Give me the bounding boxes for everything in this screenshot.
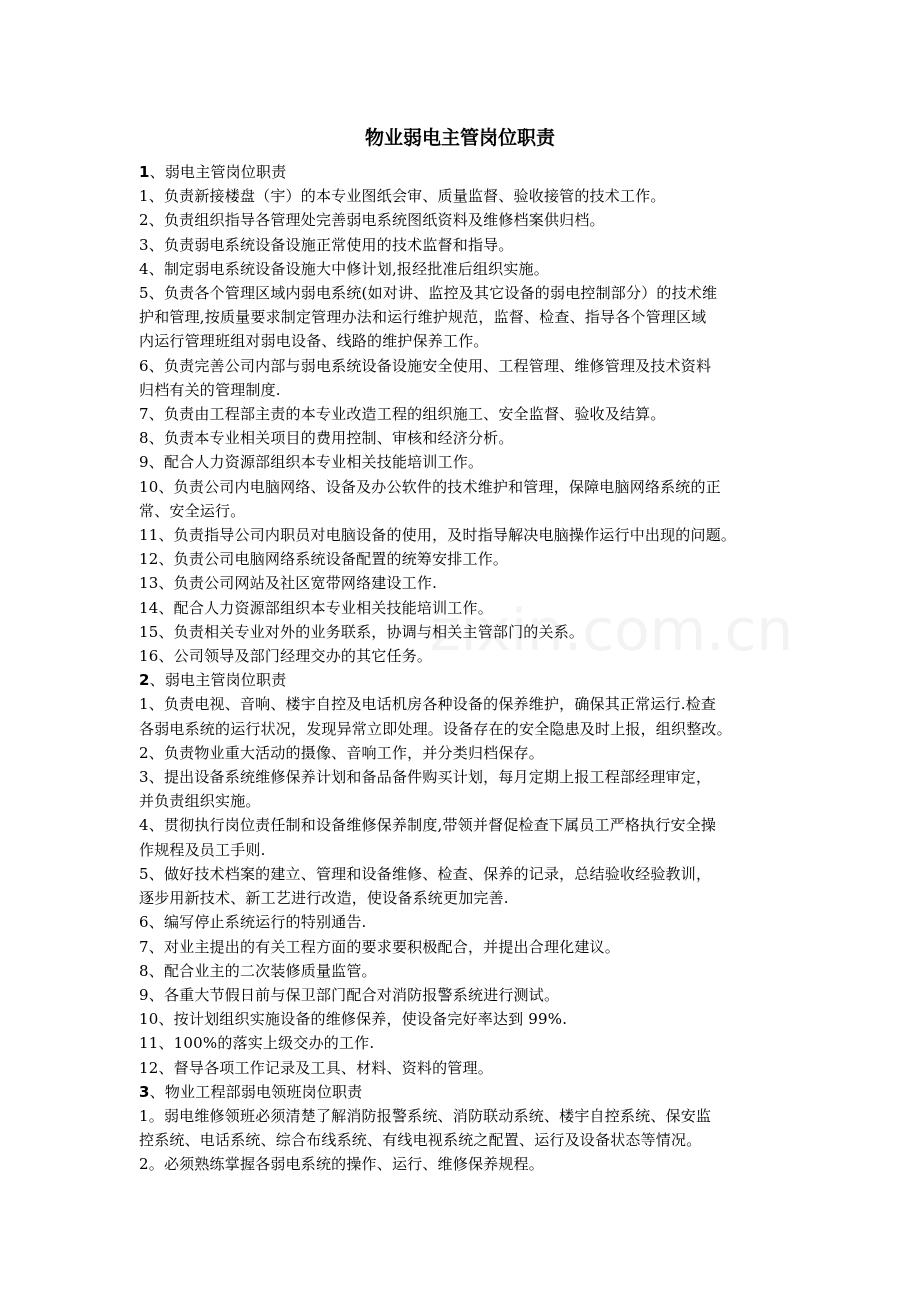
paragraph-line: 10、按计划组织实施设备的维修保养，使设备完好率达到 99%. [139,1010,568,1029]
paragraph-line: 9、各重大节假日前与保卫部门配合对消防报警系统进行测试。 [139,985,560,1004]
section-number: 1 [139,163,150,181]
section-heading-text: 、弱电主管岗位职责 [149,671,287,690]
paragraph-line: 14、配合人力资源部组织本专业相关技能培训工作。 [139,598,493,617]
paragraph-line: 各弱电系统的运行状况，发现异常立即处理。设备存在的安全隐患及时上报，组织整改。 [139,719,732,738]
paragraph-line: 8、配合业主的二次装修质量监管。 [139,961,377,980]
section-heading [139,160,781,184]
paragraph-line: 11、100%的落实上级交办的工作. [139,1034,375,1053]
paragraph-line: 8、负责本专业相关项目的费用控制、审核和经济分析。 [139,429,514,448]
section-number: 3 [139,1082,150,1101]
paragraph-line: 3、负责弱电系统设备设施正常使用的技术监督和指导。 [139,235,514,254]
paragraph-line: 13、负责公司网站及社区宽带网络建设工作. [139,574,438,593]
paragraph-line: 4、制定弱电系统设备设施大中修计划,报经批准后组织实施。 [139,259,549,278]
paragraph-line: 7、对业主提出的有关工程方面的要求要积极配合，并提出合理化建议。 [139,937,620,956]
paragraph-line: 2。必须熟练掌握各弱电系统的操作、运行、维修保养规程。 [139,1155,544,1174]
paragraph-line: 10、负责公司内电脑网络、设备及办公软件的技术维护和管理，保障电脑网络系统的正 [139,477,721,496]
section-number: 2 [139,671,150,690]
paragraph-line: 3、提出设备系统维修保养计划和备品备件购买计划，每月定期上报工程部经理审定， [139,768,712,787]
paragraph-line: 控系统、电话系统、综合布线系统、有线电视系统之配置、运行及设备状态等情况。 [139,1131,702,1150]
paragraph-line: 6、负责完善公司内部与弱电系统设备设施安全使用、工程管理、维修管理及技术资料 [139,356,712,375]
section-heading [139,1080,781,1104]
section-heading-text: 、物业工程部弱电领班岗位职责 [149,1082,363,1101]
paragraph-line: 16、公司领导及部门经理交办的其它任务。 [139,647,433,666]
paragraph-line: 12、督导各项工作记录及工具、材料、资料的管理。 [139,1058,493,1077]
paragraph-line: 1。弱电维修领班必须清楚了解消防报警系统、消防联动系统、楼宇自控系统、保安监 [139,1106,712,1125]
paragraph-line: 2、负责物业重大活动的摄像、音响工作，并分类归档保存。 [139,743,544,762]
paragraph-line: 归档有关的管理制度. [139,380,281,399]
paragraph-line: 4、贯彻执行岗位责任制和设备维修保养制度,带领并督促检查下属员工严格执行安全操 [139,816,717,835]
paragraph-line: 逐步用新技术、新工艺进行改造，使设备系统更加完善. [139,889,509,908]
paragraph-line: 内运行管理班组对弱电设备、线路的维护保养工作。 [139,332,489,351]
paragraph-line: 6、编写停止系统运行的特别通告. [139,913,367,932]
paragraph-line: 并负责组织实施。 [139,792,261,811]
paragraph-line: 9、配合人力资源部组织本专业相关技能培训工作。 [139,453,484,472]
document-body [139,160,781,1177]
document-title: 物业弱电主管岗位职责 [364,127,555,149]
paragraph-line: 作规程及员工手则. [139,840,266,859]
paragraph-line: 12、负责公司电脑网络系统设备配置的统筹安排工作。 [139,550,509,569]
paragraph-line: 1、负责新接楼盘（宇）的本专业图纸会审、质量监督、验收接管的技术工作。 [139,187,666,206]
paragraph-line: 5、做好技术档案的建立、管理和设备维修、检查、保养的记录，总结验收经验教训， [139,864,712,883]
paragraph-line: 护和管理,按质量要求制定管理办法和运行维护规范，监督、检查、指导各个管理区域 [139,308,707,327]
paragraph-line: 1、负责电视、音响、楼宇自控及电话机房各种设备的保养维护，确保其正常运行.检查 [139,695,717,714]
paragraph-line: 15、负责相关专业对外的业务联系，协调与相关主管部门的关系。 [139,622,585,641]
paragraph-line: 5、负责各个管理区域内弱电系统(如对讲、监控及其它设备的弱电控制部分）的技术维 [139,284,718,303]
section-heading [139,668,781,692]
section-heading-text: 、弱电主管岗位职责 [149,163,287,181]
paragraph-line: 常、安全运行。 [139,501,246,520]
paragraph-line: 7、负责由工程部主责的本专业改造工程的组织施工、安全监督、验收及结算。 [139,405,666,424]
paragraph-line: 11、负责指导公司内职员对电脑设备的使用，及时指导解决电脑操作运行中出现的问题。 [139,526,737,545]
document-page [139,124,781,1177]
paragraph-line: 2、负责组织指导各管理处完善弱电系统图纸资料及维修档案供归档。 [139,211,605,230]
